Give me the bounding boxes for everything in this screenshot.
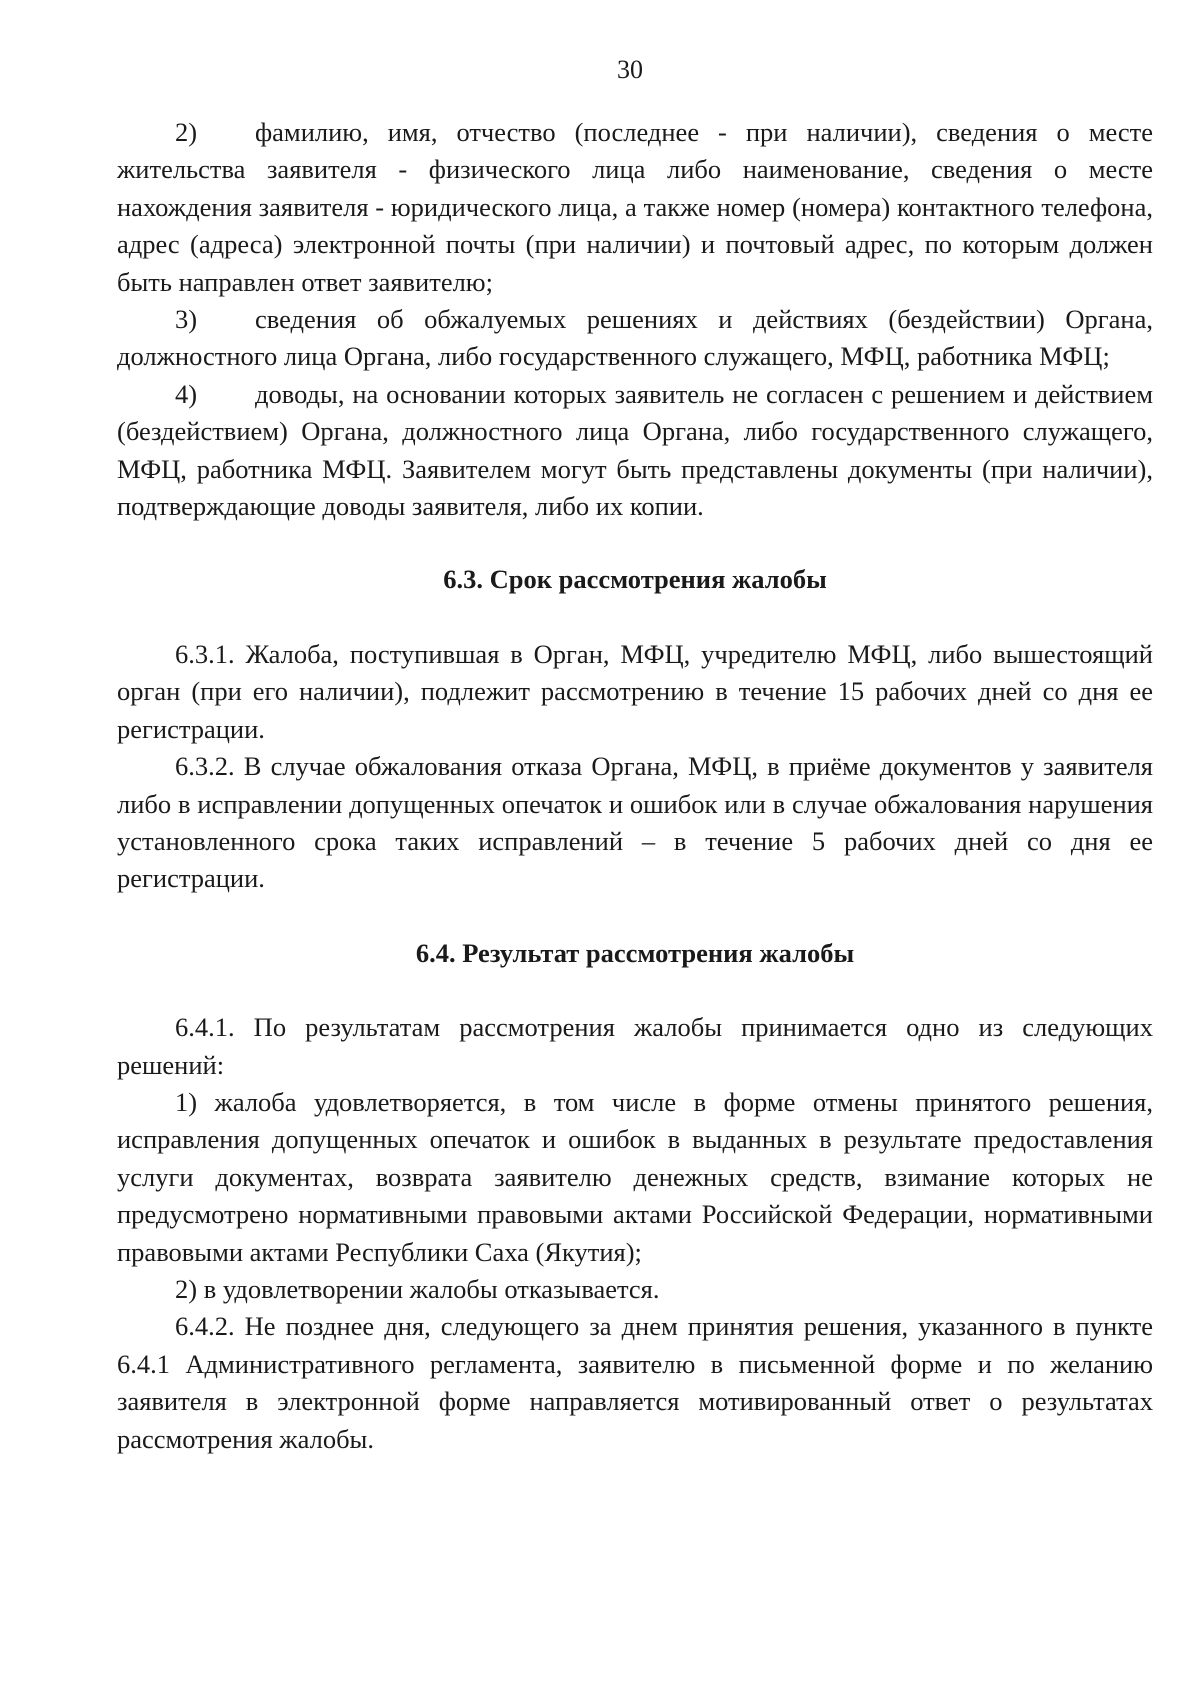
paragraph-6-3-2: 6.3.2. В случае обжалования отказа Органа, МФЦ, в приёме документов у заявителя либо в исправлении допущенных опечаток и ошибок или в случае обжалования нарушения установленного срока таких исправлений – в течение 5 рабочих дней со дня ее регистрации. bbox=[117, 751, 1153, 894]
list-item-2 bbox=[117, 114, 1153, 301]
paragraph-6-4-1: 6.4.1. По результатам рассмотрения жалобы принимается одно из следующих решений: bbox=[117, 1012, 1153, 1080]
list-item-3 bbox=[117, 301, 1153, 376]
section-heading-6-4: 6.4. Результат рассмотрения жалобы bbox=[415, 937, 855, 968]
list-item-text: сведения об обжалуемых решениях и действиях (бездействии) Органа, должностного лица Органа, либо государственного служащего, МФЦ, работника МФЦ; bbox=[117, 304, 1153, 372]
paragraph-6-3-1: 6.3.1. Жалоба, поступившая в Орган, МФЦ, учредителю МФЦ, либо вышестоящий орган (при его наличии), подлежит рассмотрению в течение 15 рабочих дней со дня ее регистрации. bbox=[117, 638, 1153, 744]
list-item-4 bbox=[117, 376, 1153, 526]
list-item-number: 3) bbox=[175, 304, 198, 335]
paragraph-decision-1: 1) жалоба удовлетворяется, в том числе в форме отмены принятого решения, исправления допущенных опечаток и ошибок в выданных в результате предоставления услуги документах, возврата заявителю денежных средств, взимание которых не предусмотрено нормативными правовыми актами Российской Федерации, нормативными правовыми актами Республики Саха (Якутия); bbox=[117, 1086, 1153, 1267]
page-number: 30 bbox=[617, 55, 643, 84]
list-item-text: доводы, на основании которых заявитель не согласен с решением и действием (бездействием) Органа, должностного лица Органа, либо государственного служащего, МФЦ, работника МФЦ. Заявителем могут быть представлены документы (при наличии), подтверждающие доводы заявителя, либо их копии. bbox=[117, 378, 1153, 522]
section-heading-6-3: 6.3. Срок рассмотрения жалобы bbox=[443, 564, 827, 595]
paragraph-decision-2: 2) в удовлетворении жалобы отказывается. bbox=[175, 1273, 660, 1304]
list-item-number: 4) bbox=[175, 378, 198, 409]
list-item-number: 2) bbox=[175, 117, 198, 147]
list-item-text: фамилию, имя, отчество (последнее - при наличии), сведения о месте жительства заявителя - физического лица либо наименование, сведения о месте нахождения заявителя - юридического лица, а также номер (номера) контактного телефона, адрес (адреса) электронной почты (при наличии) и почтовый адрес, по которым должен быть направлен ответ заявителю; bbox=[117, 117, 1153, 297]
document-body bbox=[117, 114, 1153, 1458]
paragraph-6-4-2: 6.4.2. Не позднее дня, следующего за днем принятия решения, указанного в пункте 6.4.1 Административного регламента, заявителю в письменной форме и по желанию заявителя в электронной форме направляется мотивированный ответ о результатах рассмотрения жалобы. bbox=[117, 1311, 1153, 1454]
